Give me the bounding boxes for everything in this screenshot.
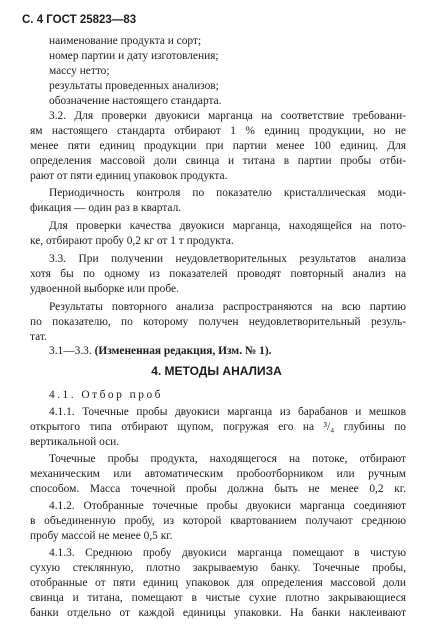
text-line: хотя бы по одному из показателей проводят повторный анализ на bbox=[30, 268, 406, 280]
text-line: Точечные пробы продукта, находящегося на потоке, отбирают bbox=[49, 453, 406, 465]
text-line: в объединенную пробу, из которой квартованием получают среднюю bbox=[30, 515, 406, 527]
text-line: 4.1.2. Отобранные точечные пробы двуокиси марганца соединяют bbox=[49, 500, 406, 512]
text-line: рают от пяти единиц упаковок продукта. bbox=[30, 170, 228, 182]
section-title: 4. МЕТОДЫ АНАЛИЗА bbox=[151, 364, 282, 378]
text-line: результаты проведенных анализов; bbox=[49, 80, 219, 92]
text-line: менее пяти единиц продукции при партии менее 100 единиц. Для bbox=[30, 140, 406, 152]
text-line: массу нетто; bbox=[49, 65, 110, 77]
text-line: Результаты повторного анализа распространяются на всю партию bbox=[49, 301, 406, 313]
text-line: пробу массой не менее 0,5 кг. bbox=[30, 530, 173, 542]
text-line: открытого типа отбирают щупом, погружая его на ³/₄ глубины по bbox=[30, 421, 406, 433]
text-line: отобранные от пяти единиц упаковок для определения массовой доли bbox=[30, 577, 406, 589]
text-line: определения массовой доли свинца и титана в партии пробы отби- bbox=[30, 155, 406, 167]
subsection-title: 4.1. Отбор проб bbox=[49, 389, 163, 401]
text-line: ям настоящего стандарта отбирают 1 % единиц продукции, но не bbox=[30, 125, 406, 137]
page-header: С. 4 ГОСТ 25823—83 bbox=[22, 14, 137, 26]
text-line: Для проверки качества двуокиси марганца, находящейся на пото- bbox=[49, 220, 406, 232]
text-line: банки отдельно от каждой единицы упаковки. На банки наклеивают bbox=[30, 607, 406, 619]
text-line: номер партии и дату изготовления; bbox=[49, 50, 219, 62]
text-line: 4.1.3. Среднюю пробу двуокиси марганца помещают в чистую bbox=[49, 547, 406, 559]
amendment-note bbox=[49, 344, 406, 359]
text-line: вертикальной оси. bbox=[30, 436, 120, 448]
text-line: ке, отбирают пробу 0,2 кг от 1 т продукта. bbox=[30, 235, 234, 247]
text-line: механическим или автоматическим пробоотборником или ручным bbox=[30, 468, 406, 480]
text-line: способом. Масса точечной пробы должна быть не менее 0,2 кг. bbox=[30, 483, 406, 495]
text-line: по показателю, по которому получен неудовлетворительный резуль- bbox=[30, 316, 406, 328]
text-line: наименование продукта и сорт; bbox=[49, 35, 202, 47]
text-line: удвоенной выборке или пробе. bbox=[30, 283, 179, 295]
text-line: фикация — один раз в квартал. bbox=[30, 202, 182, 214]
text-line: 3.3. При получении неудовлетворительных результатов анализа bbox=[49, 253, 406, 265]
text-line: свинца и титана, помещают в чистые сухие плотно закрывающиеся bbox=[30, 592, 406, 604]
text-line: тат. bbox=[30, 331, 47, 343]
amendment-text: (Измененная редакция, Изм. № 1). bbox=[94, 345, 272, 357]
text-line: 3.2. Для проверки двуокиси марганца на соответствие требовани- bbox=[49, 110, 406, 122]
text-line: Периодичность контроля по показателю кристаллическая моди- bbox=[49, 187, 406, 199]
text-line: сухую стеклянную, плотно закрываемую банку. Точечные пробы, bbox=[30, 562, 406, 574]
text-line: 4.1.1. Точечные пробы двуокиси марганца из барабанов и мешков bbox=[49, 406, 406, 418]
text-line: обозначение настоящего стандарта. bbox=[49, 95, 222, 107]
amendment-ref: 3.1—3.3. bbox=[49, 345, 92, 357]
